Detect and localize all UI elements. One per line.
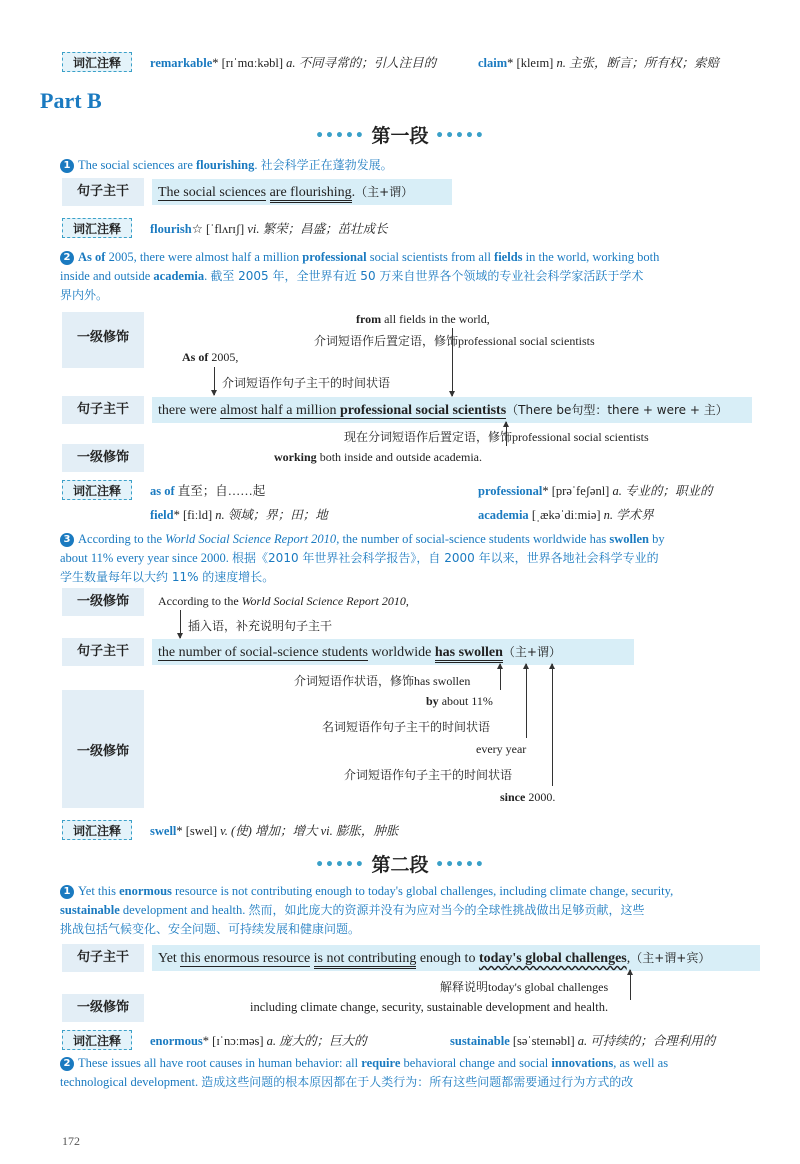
core-label: 句子主干 bbox=[62, 638, 144, 666]
core-label: 句子主干 bbox=[62, 944, 144, 972]
dots-right-icon: ••••• bbox=[435, 857, 485, 873]
modifier-every-year: every year bbox=[476, 742, 527, 756]
paragraph-title-2: ••••• 第二段 ••••• bbox=[315, 854, 485, 876]
modifier-by: by about 11% bbox=[426, 694, 493, 708]
arrow-down-icon bbox=[452, 328, 453, 396]
core-sentence-2: there were almost half a million professional social scientists（There be句型：there + were + 主） bbox=[152, 397, 752, 423]
note-from: 介词短语作后置定语，修饰professional social scientists bbox=[314, 334, 595, 348]
part-title: Part B bbox=[40, 88, 102, 113]
vocab-as-of: as of 直至；自……起 bbox=[150, 484, 266, 498]
note-as-of: 介词短语作句子主干的时间状语 bbox=[222, 376, 391, 390]
vocab-flourish: flourish☆ [ˈflʌrɪʃ] vi. 繁荣；昌盛；茁壮成长 bbox=[150, 222, 388, 236]
vocab-academia: academia [ˌækəˈdiːmiə] n. 学术界 bbox=[478, 508, 654, 522]
modifier-label: 一级修饰 bbox=[62, 994, 144, 1022]
dots-left-icon: ••••• bbox=[315, 857, 365, 873]
sentence-number-icon: 2 bbox=[60, 251, 74, 265]
modifier-from: from all fields in the world, bbox=[356, 312, 490, 326]
modifier-including: including climate change, security, sustainable development and health. bbox=[250, 1000, 609, 1014]
modifier-as-of: As of 2005, bbox=[182, 350, 239, 364]
modifier-label: 一级修饰 bbox=[62, 588, 144, 616]
core-sentence-1: The social sciences are flourishing.（主+谓） bbox=[152, 179, 452, 205]
vocab-remarkable: remarkable* [rɪˈmɑːkəbl] a. 不同寻常的；引人注目的 bbox=[150, 56, 437, 70]
vocab-field: field* [fiːld] n. 领域；界；田；地 bbox=[150, 508, 328, 522]
note-working: 现在分词短语作后置定语，修饰professional social scientists bbox=[344, 430, 649, 444]
core-sentence-3: the number of social-science students worldwide has swollen（主+谓） bbox=[152, 639, 634, 665]
note-according: 插入语，补充说明句子主干 bbox=[188, 619, 333, 633]
vocab-tag: 词汇注释 bbox=[62, 820, 132, 840]
vocab-enormous: enormous* [ɪˈnɔːməs] a. 庞大的；巨大的 bbox=[150, 1034, 367, 1048]
arrow-up-icon bbox=[552, 664, 553, 786]
arrow-up-icon bbox=[500, 664, 501, 690]
note-since: 介词短语作句子主干的时间状语 bbox=[344, 768, 513, 782]
vocab-professional: professional* [prəˈfeʃənl] a. 专业的；职业的 bbox=[478, 484, 713, 498]
arrow-down-icon bbox=[180, 610, 181, 638]
vocab-tag: 词汇注释 bbox=[62, 1030, 132, 1050]
arrow-up-icon bbox=[630, 970, 631, 1000]
core-label: 句子主干 bbox=[62, 178, 144, 206]
sentence-3: 3 According to the World Social Science Report 2010, the number of social-science students worldwide has swollen by about 11% every year since 2000. 根据《2010 年世界社会科学报告》，自 2000 年以来，世界各地社会科学专业的 学生数量每年以大约 11% 的速度增长。 bbox=[60, 532, 665, 584]
sentence-number-icon: 1 bbox=[60, 159, 74, 173]
sentence-number-icon: 1 bbox=[60, 885, 74, 899]
arrow-up-icon bbox=[526, 664, 527, 738]
dots-left-icon: ••••• bbox=[315, 128, 365, 144]
vocab-claim: claim* [kleɪm] n. 主张，断言；所有权；索赔 bbox=[478, 56, 719, 70]
vocab-tag: 词汇注释 bbox=[62, 218, 132, 238]
sentence-4: 1 Yet this enormous resource is not contributing enough to today's global challenges, including climate change, security, sustainable development and health. 然而，如此庞大的资源并没有为应对当今的全球性挑战做出足够贡献，这些 挑战包括气候变化、安全问题、可持续发展和健康问题。 bbox=[60, 884, 674, 936]
core-label: 句子主干 bbox=[62, 396, 144, 424]
sentence-1: 1 The social sciences are flourishing. 社会科学正在蓬勃发展。 bbox=[60, 156, 760, 175]
sentence-number-icon: 3 bbox=[60, 533, 74, 547]
modifier-working: working both inside and outside academia. bbox=[274, 450, 482, 464]
vocab-swell: swell* [swel] v. (使) 增加；增大 vi. 膨胀，肿胀 bbox=[150, 824, 399, 838]
sentence-number-icon: 2 bbox=[60, 1057, 74, 1071]
modifier-label: 一级修饰 bbox=[62, 312, 144, 368]
sentence-5: 2 These issues all have root causes in human behavior: all require behavioral change and social innovations, as well as technological development. 造成这些问题的根本原因都在于人类行为：所有这些问题都需要通过行为方式的改 bbox=[60, 1056, 669, 1089]
vocab-tag: 词汇注释 bbox=[62, 480, 132, 500]
modifier-according: According to the World Social Science Report 2010, bbox=[158, 594, 409, 608]
core-sentence-4: Yet this enormous resource is not contributing enough to today's global challenges,（主+谓+宾） bbox=[152, 945, 760, 971]
arrow-down-icon bbox=[214, 367, 215, 395]
modifier-label: 一级修饰 bbox=[62, 444, 144, 472]
note-by: 介词短语作状语，修饰has swollen bbox=[294, 674, 471, 688]
vocab-tag: 词汇注释 bbox=[62, 52, 132, 72]
page-number: 172 bbox=[62, 1134, 80, 1148]
paragraph-title-1: ••••• 第一段 ••••• bbox=[315, 125, 485, 147]
sentence-2: 2 As of 2005, there were almost half a million professional social scientists from all fields in the world, working both inside and outside academia. 截至 2005 年，全世界有近 50 万来自世界各个领域的专业社会科学家活跃于学术 界内外。 bbox=[60, 250, 660, 302]
note-every-year: 名词短语作句子主干的时间状语 bbox=[322, 720, 491, 734]
vocab-sustainable: sustainable [səˈsteɪnəbl] a. 可持续的；合理利用的 bbox=[450, 1034, 716, 1048]
modifier-label: 一级修饰 bbox=[62, 690, 144, 808]
dots-right-icon: ••••• bbox=[435, 128, 485, 144]
note-including: 解释说明today's global challenges bbox=[440, 980, 609, 994]
modifier-since: since 2000. bbox=[500, 790, 556, 804]
